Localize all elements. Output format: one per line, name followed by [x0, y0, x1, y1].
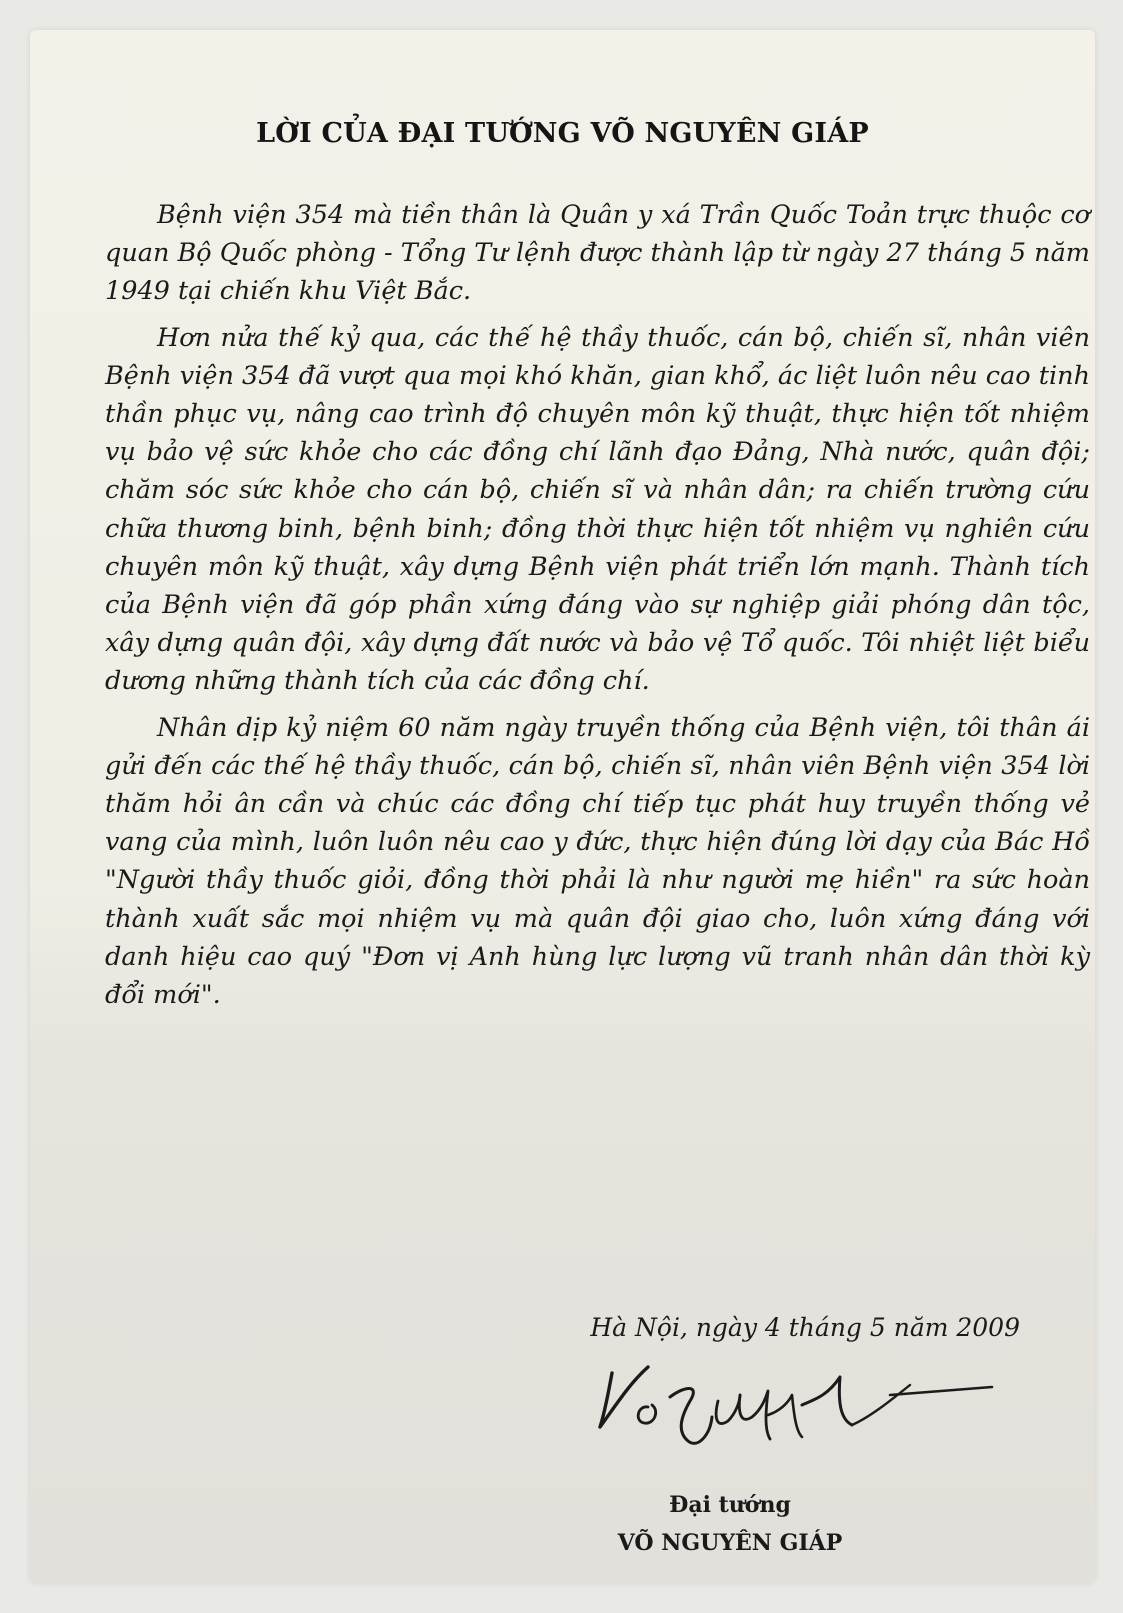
signatory-name: VÕ NGUYÊN GIÁP — [617, 1530, 843, 1556]
paragraph-founding: Bệnh viện 354 mà tiền thân là Quân y xá Trần Quốc Toản trực thuộc cơ quan Bộ Quốc phòng - Tổng Tư lệnh được thành lập từ ngày 27 tháng 5 năm 1949 tại chiến khu Việt Bắc. — [105, 200, 1090, 307]
paragraph-anniversary-wishes: Nhân dịp kỷ niệm 60 năm ngày truyền thống của Bệnh viện, tôi thân ái gửi đến các thế hệ thầy thuốc, cán bộ, chiến sĩ, nhân viên Bệnh viện 354 lời thăm hỏi ân cần và chúc các đồng chí tiếp tục phát huy truyền thống vẻ vang của mình, luôn luôn nêu cao y đức, thực hiện đúng lời dạy của Bác Hồ "Người thầy thuốc giỏi, đồng thời phải là như người mẹ hiền" ra sức hoàn thành xuất sắc mọi nhiệm vụ mà quân đội giao cho, luôn xứng đáng với danh hiệu cao quý "Đơn vị Anh hùng lực lượng vũ tranh nhân dân thời kỳ đổi mới". — [105, 712, 1090, 1011]
date-line: Hà Nội, ngày 4 tháng 5 năm 2009 — [590, 1313, 1020, 1342]
letter-body — [105, 196, 1090, 1022]
letter-title: LỜI CỦA ĐẠI TƯỚNG VÕ NGUYÊN GIÁP — [256, 118, 869, 149]
signatory-rank: Đại tướng — [669, 1492, 791, 1518]
paragraph-achievements: Hơn nửa thế kỷ qua, các thế hệ thầy thuốc, cán bộ, chiến sĩ, nhân viên Bệnh viện 354 đã vượt qua mọi khó khăn, gian khổ, ác liệt luôn nêu cao tinh thần phục vụ, nâng cao trình độ chuyên môn kỹ thuật, thực hiện tốt nhiệm vụ bảo vệ sức khỏe cho các đồng chí lãnh đạo Đảng, Nhà nước, quân đội; chăm sóc sức khỏe cho cán bộ, chiến sĩ và nhân dân; ra chiến trường cứu chữa thương binh, bệnh binh; đồng thời thực hiện tốt nhiệm vụ nghiên cứu chuyên môn kỹ thuật, xây dựng Bệnh viện phát triển lớn mạnh. Thành tích của Bệnh viện đã góp phần xứng đáng vào sự nghiệp giải phóng dân tộc, xây dựng quân đội, xây dựng đất nước và bảo vệ Tổ quốc. Tôi nhiệt liệt biểu dương những thành tích của các đồng chí. — [105, 322, 1090, 697]
handwritten-signature — [590, 1355, 1010, 1465]
letter-page — [30, 30, 1095, 1583]
